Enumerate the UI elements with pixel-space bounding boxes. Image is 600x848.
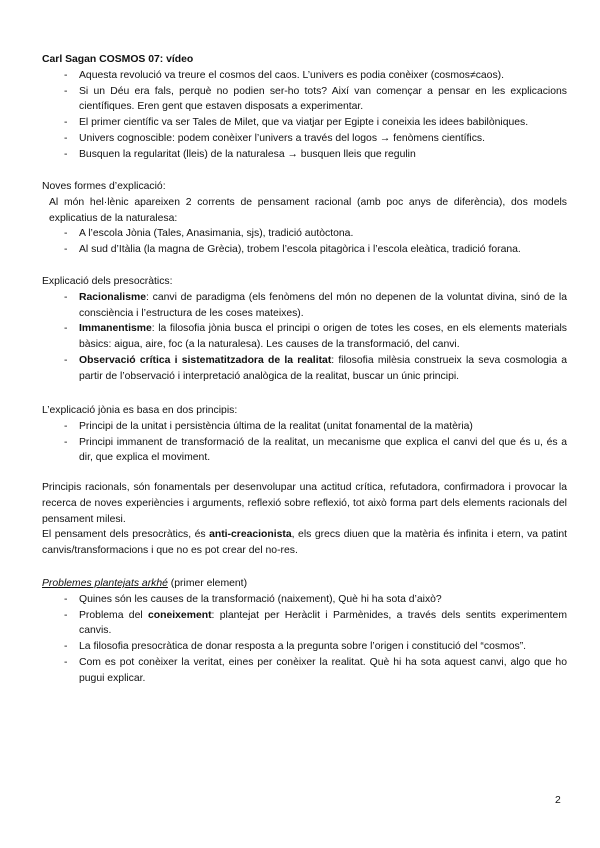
list-item: - A l’escola Jònia (Tales, Anasimania, sjs), tradició autòctona. (42, 226, 567, 242)
term: anti-creacionista (209, 529, 292, 541)
text-span: , els grecs diuen que la matèria és infinita i etern, va patint canvis/transformacions i que no es pot crear del no-res. (42, 529, 567, 557)
list-item: - El primer científic va ser Tales de Milet, que va viatjar per Egipte i coneixia les idees babilòniques. (42, 115, 567, 131)
bullet-list (42, 68, 567, 163)
section-noves-formes (42, 179, 567, 258)
bullet-list (42, 419, 567, 466)
list-item: - Univers cognoscible: podem conèixer l’univers a través del logos → fenòmens científics. (42, 131, 567, 147)
list-item: - Quines són les causes de la transformació (naixement), Què hi ha sota d’això? (42, 592, 567, 608)
list-item: - Al sud d’Itàlia (la magna de Grècia), trobem l’escola pitagòrica i l’escola eleàtica, tradició forana. (42, 242, 567, 258)
list-item (42, 608, 567, 640)
section-principis-racionals (42, 480, 567, 559)
page-number: 2 (555, 795, 561, 806)
term: coneixement (148, 609, 212, 621)
section-heading: Noves formes d’explicació: (42, 181, 166, 192)
section-cosmos-video (42, 52, 567, 163)
heading-emphasis: Problemes plantejats arkhé (42, 578, 168, 589)
list-item (42, 353, 567, 385)
section-problemes-arkhe (42, 576, 567, 687)
term: Racionalisme (79, 291, 146, 303)
term-description: : la filosofia jònia busca el principi o origen de totes les coses, en els elements materials bàsics: aigua, aire, foc (a la naturalesa). Les causes de la transformació, del canvi. (79, 323, 567, 351)
text-span: Problema del (79, 609, 149, 621)
section-heading: L’explicació jònia es basa en dos principis: (42, 405, 238, 416)
term: Observació crítica i sistematitzadora de la realitat (79, 354, 332, 366)
list-item: - Aquesta revolució va treure el cosmos del caos. L’univers es podia conèixer (cosmos≠caos). (42, 68, 567, 84)
list-item: - Principi de la unitat i persistència última de la realitat (unitat fonamental de la matèria) (42, 419, 567, 435)
paragraph: Principis racionals, són fonamentals per desenvolupar una actitud crítica, refutadora, confirmadora i provocar la recerca de noves experiències i arguments, reflexió sobre reflexió, tot això forma part dels elements racionals del pensament milesi. (42, 482, 567, 525)
list-item: - Principi immanent de transformació de la realitat, un mecanisme que explica el canvi del que és u, és a dir, que explica el moviment. (42, 435, 567, 467)
list-item: - La filosofia presocràtica de donar resposta a la pregunta sobre l’origen i constitució del “cosmos”. (42, 639, 567, 655)
bullet-list (42, 226, 567, 258)
text-span: : plantejat per Heràclit i Parmènides, a través dels sentits experimentem canvis. (79, 609, 567, 637)
term: Immanentisme (79, 323, 152, 335)
list-item: - Com es pot conèixer la veritat, eines per conèixer la realitat. Què hi ha sota aquest canvi, algo que ho pugui explicar. (42, 655, 567, 687)
text-span: El pensament dels presocràtics, és (42, 529, 210, 541)
term-description: : filosofia milèsia construeix la seva cosmologia a partir de l’observació i interpretació analògica de la realitat, buscar un únic principi. (79, 354, 567, 382)
list-item: - Busquen la regularitat (lleis) de la naturalesa → busquen lleis que regulin (42, 147, 567, 163)
section-heading: Explicació dels presocràtics: (42, 276, 173, 287)
paragraph (42, 527, 567, 559)
section-presocratics (42, 274, 567, 385)
bullet-list (42, 290, 567, 385)
term-description: : canvi de paradigma (els fenòmens del món no depenen de la voluntat divina, sinó de la consciència i l’estructura de les coses mateixes). (79, 291, 567, 319)
section-heading (42, 576, 567, 592)
list-item (42, 290, 567, 322)
section-explicacio-jonia (42, 403, 567, 466)
list-item: - Si un Déu era fals, perquè no podien ser-ho tots? Així van començar a pensar en les explicacions científiques. Eren gent que estaven disposats a experimentar. (42, 84, 567, 116)
heading-rest: (primer element) (167, 578, 248, 589)
section-heading: Carl Sagan COSMOS 07: vídeo (42, 54, 194, 65)
list-item (42, 321, 567, 353)
bullet-list (42, 592, 567, 687)
paragraph: Al món hel·lènic apareixen 2 corrents de pensament racional (amb poc anys de diferència), dos models explicatius de la naturalesa: (49, 196, 567, 224)
